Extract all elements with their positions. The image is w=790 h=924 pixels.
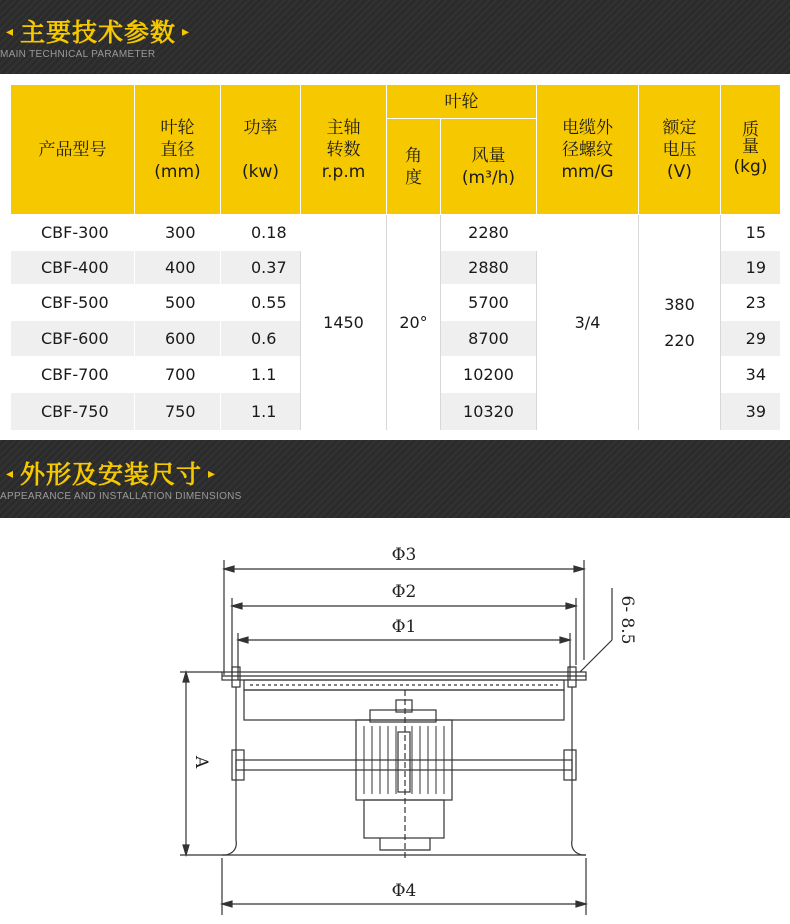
header-impeller-group: 叶轮 [387,85,537,119]
cell-diameter: 500 [135,285,221,321]
cell-model: CBF-400 [11,251,135,285]
installation-drawing [0,540,790,924]
section-subtitle-parameters: MAIN TECHNICAL PARAMETER [0,49,156,60]
cell-airflow: 5700 [441,285,537,321]
cell-diameter: 700 [135,357,221,393]
dimension-height-label: A [191,755,211,769]
cell-angle-shared: 20° [387,215,441,431]
cell-mass: 23 [721,285,781,321]
dimension-phi2-label: Φ2 [391,582,417,602]
cell-mass: 15 [721,215,781,251]
cell-power: 1.1 [221,357,301,393]
header-airflow: 风量 (m³/h) [441,119,537,215]
cell-airflow: 2880 [441,251,537,285]
cell-power: 0.37 [221,251,301,285]
cell-power: 1.1 [221,393,301,431]
header-speed: 主轴 转数 r.p.m [301,85,387,215]
cell-model: CBF-500 [11,285,135,321]
header-model: 产品型号 [11,85,135,215]
cell-diameter: 300 [135,215,221,251]
header-cable-thread: 电缆外 径螺纹 mm/G [537,85,639,215]
cell-airflow: 8700 [441,321,537,357]
dimension-phi4-label: Φ4 [391,881,417,901]
cell-speed-shared: 1450 [301,215,387,431]
arrow-left-icon: ◂ [6,24,15,40]
table-row [11,215,781,251]
cell-cable-thread-shared: 3/4 [537,215,639,431]
cell-power: 0.18 [221,215,301,251]
cell-model: CBF-600 [11,321,135,357]
section-title-parameters: ◂ 主要技术参数 ▸ [6,18,191,47]
header-angle: 角 度 [387,119,441,215]
cell-mass: 29 [721,321,781,357]
header-impeller-diameter: 叶轮 直径 (mm) [135,85,221,215]
spec-table-container [10,84,780,430]
header-mass: 质 量 (kg) [721,85,781,215]
cell-diameter: 400 [135,251,221,285]
cell-airflow: 10200 [441,357,537,393]
cell-model: CBF-700 [11,357,135,393]
header-voltage: 额定 电压 (V) [639,85,721,215]
dimension-holes-label: 6- 8.5 [617,595,637,645]
cell-mass: 34 [721,357,781,393]
cell-diameter: 600 [135,321,221,357]
dimension-phi3-label: Φ3 [391,545,417,565]
fan-dimension-drawing [0,540,790,924]
cell-power: 0.6 [221,321,301,357]
header-power: 功率 (kw) [221,85,301,215]
arrow-right-icon: ▸ [208,466,217,482]
cell-diameter: 750 [135,393,221,431]
section-title-dimensions: ◂ 外形及安装尺寸 ▸ [6,460,217,489]
arrow-left-icon: ◂ [6,466,15,482]
cell-power: 0.55 [221,285,301,321]
cell-model: CBF-750 [11,393,135,431]
spec-table [10,84,781,431]
cell-mass: 19 [721,251,781,285]
arrow-right-icon: ▸ [182,24,191,40]
section-subtitle-dimensions: APPEARANCE AND INSTALLATION DIMENSIONS [0,491,242,502]
cell-model: CBF-300 [11,215,135,251]
cell-airflow: 10320 [441,393,537,431]
cell-mass: 39 [721,393,781,431]
cell-airflow: 2280 [441,215,537,251]
dimension-phi1-label: Φ1 [391,617,417,637]
cell-voltage-shared: 380 220 [639,215,721,431]
